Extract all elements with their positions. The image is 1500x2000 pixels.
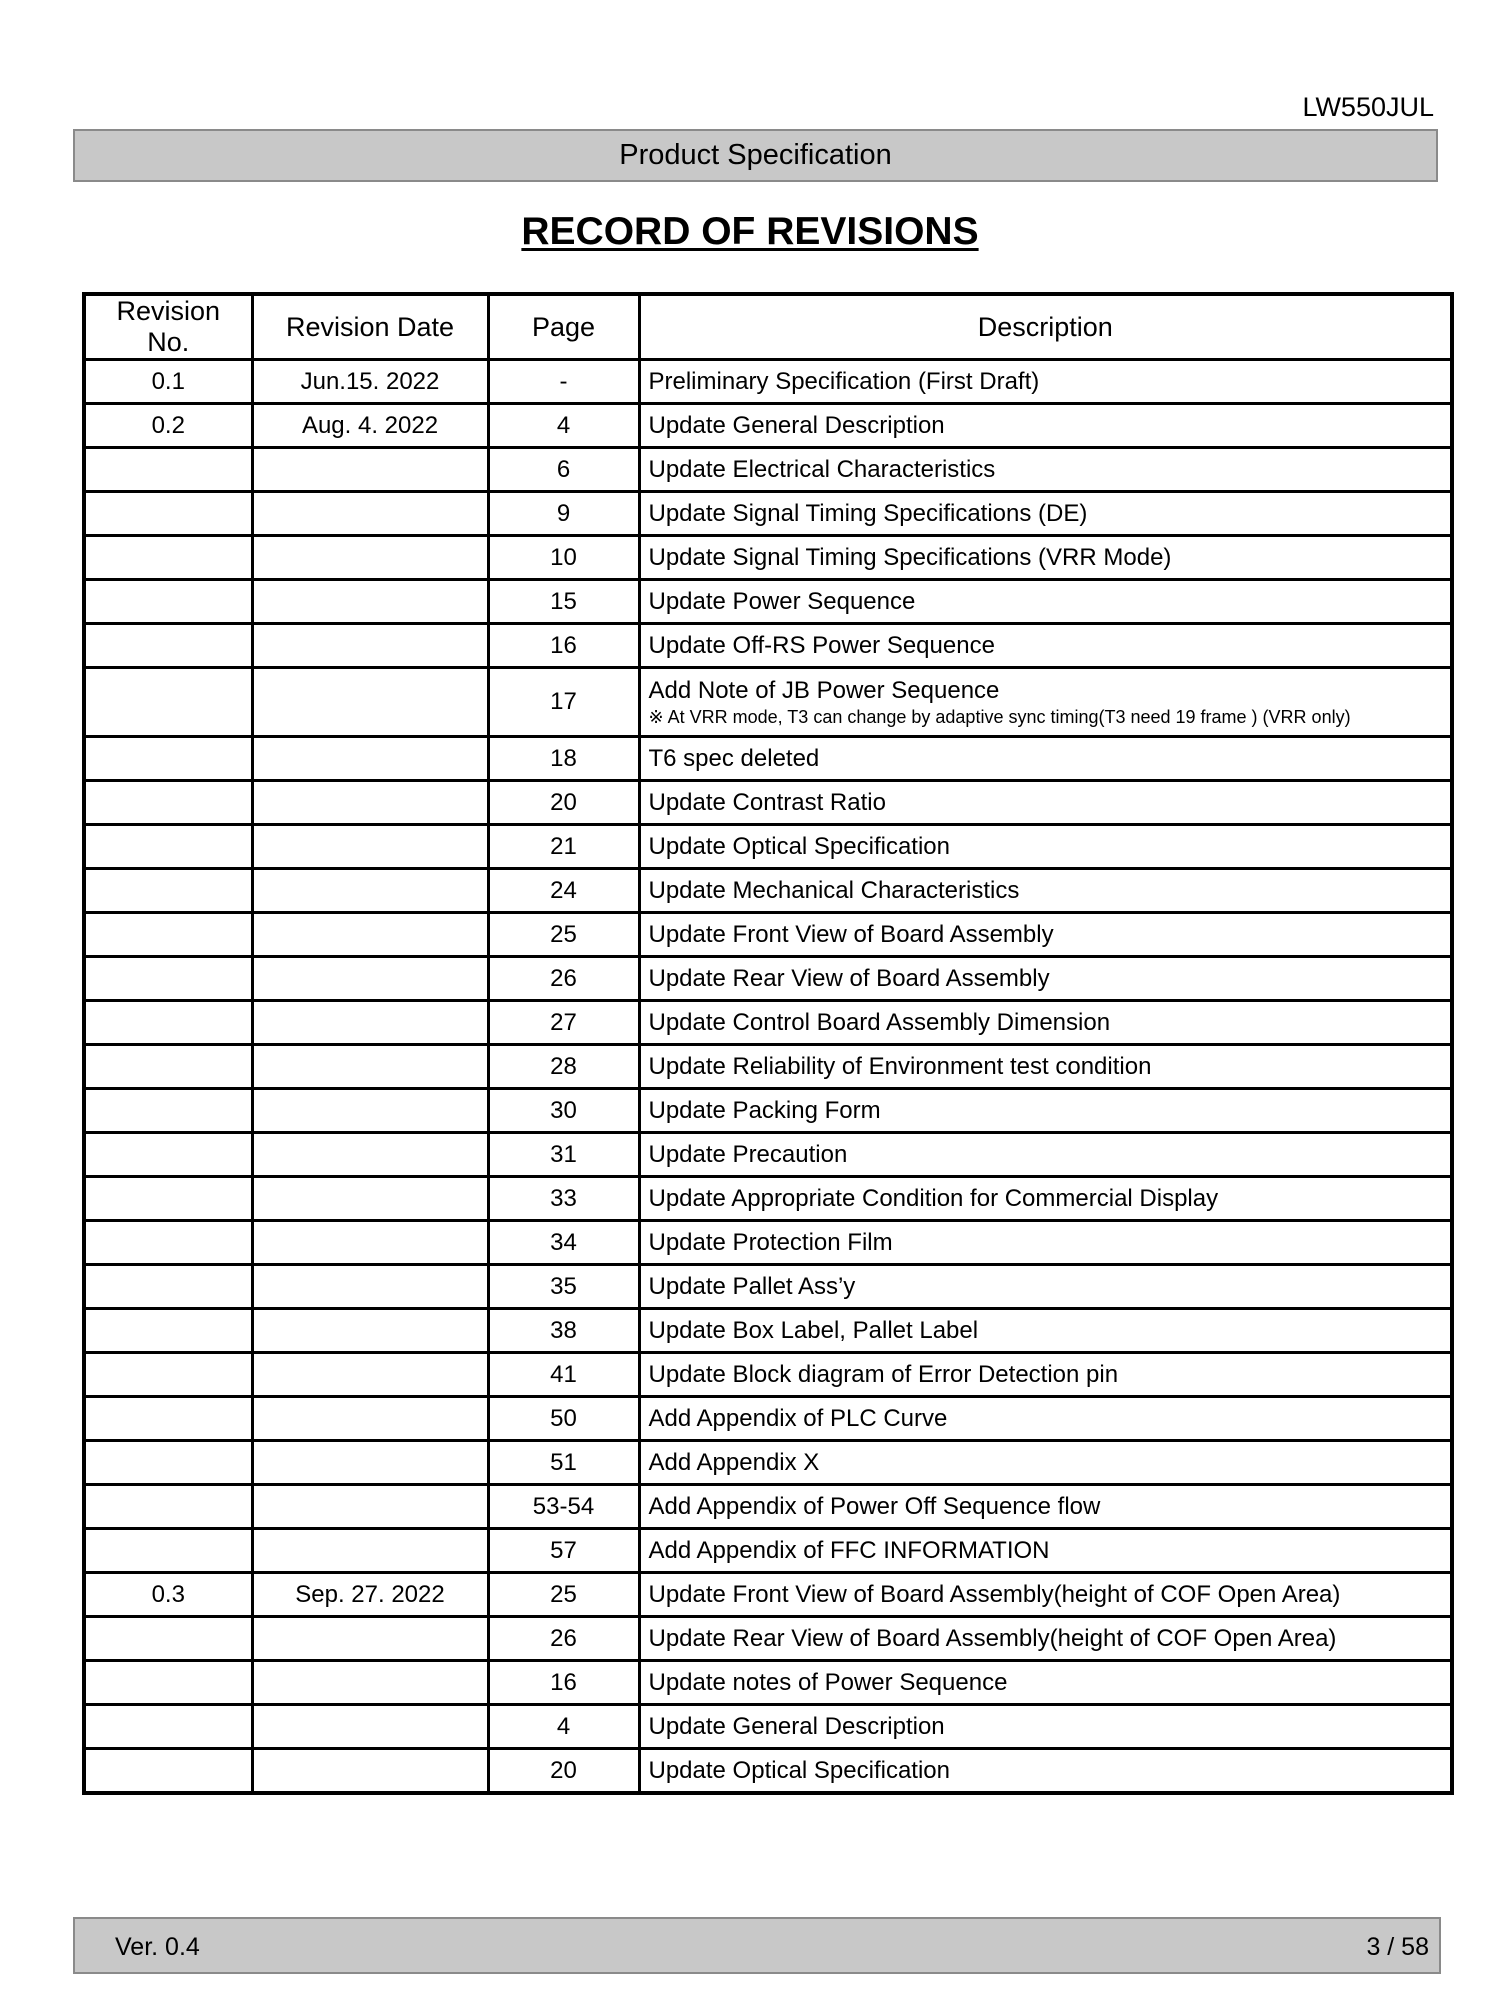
cell-description: Update Signal Timing Specifications (DE) (639, 492, 1452, 536)
cell-page: 27 (488, 1001, 639, 1045)
cell-revision-date (252, 668, 488, 737)
cell-revision-no (84, 492, 252, 536)
table-row (84, 580, 1452, 624)
cell-revision-no (84, 448, 252, 492)
cell-revision-date (252, 580, 488, 624)
cell-revision-date (252, 1089, 488, 1133)
column-header-description: Description (639, 294, 1452, 360)
cell-revision-date (252, 957, 488, 1001)
table-row (84, 536, 1452, 580)
cell-revision-date (252, 1661, 488, 1705)
cell-description: Update Box Label, Pallet Label (639, 1309, 1452, 1353)
cell-description: Update notes of Power Sequence (639, 1661, 1452, 1705)
cell-revision-date (252, 1441, 488, 1485)
cell-revision-no: 0.2 (84, 404, 252, 448)
cell-revision-date (252, 869, 488, 913)
cell-revision-date (252, 1485, 488, 1529)
description-note: ※ At VRR mode, T3 can change by adaptive sync timing(T3 need 19 frame ) (VRR only) (648, 706, 1351, 727)
cell-page: 31 (488, 1133, 639, 1177)
footer-page-number: 3 / 58 (1366, 1933, 1429, 1961)
page-title (0, 210, 1500, 254)
table-row (84, 781, 1452, 825)
cell-description: Update Mechanical Characteristics (639, 869, 1452, 913)
column-header-revision-date: Revision Date (252, 294, 488, 360)
table-row (84, 957, 1452, 1001)
cell-revision-date: Sep. 27. 2022 (252, 1573, 488, 1617)
table-row (84, 448, 1452, 492)
cell-description: Update Optical Specification (639, 1749, 1452, 1794)
revision-table-body (84, 360, 1452, 1794)
cell-page: 24 (488, 869, 639, 913)
cell-revision-no (84, 1133, 252, 1177)
page-title-text: RECORD OF REVISIONS (521, 210, 979, 253)
cell-page: 35 (488, 1265, 639, 1309)
footer-bar (73, 1917, 1441, 1974)
revision-table (82, 292, 1454, 1795)
cell-page: 28 (488, 1045, 639, 1089)
cell-description: Update Precaution (639, 1133, 1452, 1177)
document-id: LW550JUL (1302, 92, 1434, 122)
table-row (84, 869, 1452, 913)
cell-page: 41 (488, 1353, 639, 1397)
cell-revision-no (84, 536, 252, 580)
cell-revision-no (84, 580, 252, 624)
table-row (84, 404, 1452, 448)
cell-description: Update Block diagram of Error Detection pin (639, 1353, 1452, 1397)
table-row (84, 668, 1452, 737)
cell-revision-date (252, 1749, 488, 1794)
cell-page: 34 (488, 1221, 639, 1265)
cell-revision-no (84, 1089, 252, 1133)
cell-description: Update Packing Form (639, 1089, 1452, 1133)
table-row (84, 1265, 1452, 1309)
table-row (84, 1089, 1452, 1133)
cell-page: 16 (488, 1661, 639, 1705)
cell-revision-no (84, 737, 252, 781)
cell-description: Add Appendix of Power Off Sequence flow (639, 1485, 1452, 1529)
cell-revision-date (252, 1001, 488, 1045)
cell-page: 20 (488, 781, 639, 825)
cell-revision-date (252, 1177, 488, 1221)
cell-description: Update Appropriate Condition for Commercial Display (639, 1177, 1452, 1221)
table-row (84, 1529, 1452, 1573)
table-row (84, 1133, 1452, 1177)
cell-revision-no (84, 1045, 252, 1089)
cell-description: Update Rear View of Board Assembly (639, 957, 1452, 1001)
cell-page: 15 (488, 580, 639, 624)
cell-page: 57 (488, 1529, 639, 1573)
cell-page: 6 (488, 448, 639, 492)
table-row (84, 1397, 1452, 1441)
cell-revision-date (252, 1221, 488, 1265)
cell-description: Update General Description (639, 1705, 1452, 1749)
table-row (84, 1221, 1452, 1265)
cell-description (639, 668, 1452, 737)
cell-revision-date (252, 1309, 488, 1353)
cell-revision-no (84, 1749, 252, 1794)
table-row (84, 913, 1452, 957)
cell-page: 30 (488, 1089, 639, 1133)
table-row (84, 737, 1452, 781)
cell-description: Update Front View of Board Assembly(height of COF Open Area) (639, 1573, 1452, 1617)
table-row (84, 1485, 1452, 1529)
cell-revision-no (84, 1441, 252, 1485)
cell-revision-no (84, 913, 252, 957)
table-row (84, 624, 1452, 668)
description-text: Add Note of JB Power Sequence (648, 676, 1000, 704)
cell-revision-no (84, 1661, 252, 1705)
cell-revision-date (252, 1705, 488, 1749)
cell-revision-date (252, 624, 488, 668)
cell-page: 26 (488, 957, 639, 1001)
cell-description: Update Signal Timing Specifications (VRR Mode) (639, 536, 1452, 580)
cell-description: Update Optical Specification (639, 825, 1452, 869)
cell-revision-date (252, 536, 488, 580)
cell-page: 18 (488, 737, 639, 781)
cell-description: Preliminary Specification (First Draft) (639, 360, 1452, 404)
cell-revision-date (252, 825, 488, 869)
cell-page: 26 (488, 1617, 639, 1661)
cell-revision-no: 0.1 (84, 360, 252, 404)
cell-revision-no (84, 781, 252, 825)
cell-revision-date: Aug. 4. 2022 (252, 404, 488, 448)
cell-revision-no (84, 1177, 252, 1221)
cell-page: 10 (488, 536, 639, 580)
column-header-revision-no: Revision No. (84, 294, 252, 360)
cell-page: 4 (488, 1705, 639, 1749)
cell-description: T6 spec deleted (639, 737, 1452, 781)
cell-page: 25 (488, 1573, 639, 1617)
column-header-page: Page (488, 294, 639, 360)
cell-description: Update Reliability of Environment test condition (639, 1045, 1452, 1089)
table-row (84, 1177, 1452, 1221)
cell-page: 38 (488, 1309, 639, 1353)
cell-page: 16 (488, 624, 639, 668)
table-row (84, 1749, 1452, 1794)
table-row (84, 1661, 1452, 1705)
cell-revision-no (84, 1353, 252, 1397)
cell-revision-date (252, 1353, 488, 1397)
header-title: Product Specification (619, 139, 892, 171)
cell-page: 21 (488, 825, 639, 869)
cell-revision-date (252, 1045, 488, 1089)
cell-description: Update Off-RS Power Sequence (639, 624, 1452, 668)
cell-description: Update Protection Film (639, 1221, 1452, 1265)
cell-description: Add Appendix X (639, 1441, 1452, 1485)
cell-description: Add Appendix of PLC Curve (639, 1397, 1452, 1441)
table-row (84, 1573, 1452, 1617)
table-header-row (84, 294, 1452, 360)
cell-revision-no (84, 668, 252, 737)
cell-revision-date (252, 1265, 488, 1309)
cell-revision-date (252, 492, 488, 536)
cell-revision-no: 0.3 (84, 1573, 252, 1617)
cell-revision-date: Jun.15. 2022 (252, 360, 488, 404)
table-row (84, 492, 1452, 536)
cell-page: 20 (488, 1749, 639, 1794)
cell-revision-no (84, 1221, 252, 1265)
cell-page: 51 (488, 1441, 639, 1485)
cell-description: Update Electrical Characteristics (639, 448, 1452, 492)
table-row (84, 1001, 1452, 1045)
cell-revision-date (252, 913, 488, 957)
header-bar (73, 129, 1438, 182)
cell-page: 4 (488, 404, 639, 448)
table-row (84, 1441, 1452, 1485)
cell-revision-date (252, 1397, 488, 1441)
table-row (84, 1309, 1452, 1353)
cell-revision-no (84, 1529, 252, 1573)
table-row (84, 1617, 1452, 1661)
cell-description: Update Pallet Ass’y (639, 1265, 1452, 1309)
cell-page: 33 (488, 1177, 639, 1221)
cell-revision-no (84, 1705, 252, 1749)
cell-page: 9 (488, 492, 639, 536)
cell-revision-no (84, 624, 252, 668)
cell-revision-date (252, 1617, 488, 1661)
table-row (84, 1353, 1452, 1397)
cell-revision-no (84, 1397, 252, 1441)
table-row (84, 825, 1452, 869)
cell-description: Update General Description (639, 404, 1452, 448)
table-row (84, 360, 1452, 404)
cell-description: Update Contrast Ratio (639, 781, 1452, 825)
cell-revision-no (84, 1617, 252, 1661)
cell-page: 25 (488, 913, 639, 957)
cell-description: Update Control Board Assembly Dimension (639, 1001, 1452, 1045)
cell-description: Add Appendix of FFC INFORMATION (639, 1529, 1452, 1573)
cell-revision-no (84, 1265, 252, 1309)
cell-description: Update Power Sequence (639, 580, 1452, 624)
cell-page: 50 (488, 1397, 639, 1441)
cell-revision-no (84, 957, 252, 1001)
cell-revision-no (84, 1309, 252, 1353)
table-row (84, 1705, 1452, 1749)
cell-revision-date (252, 448, 488, 492)
cell-page: - (488, 360, 639, 404)
cell-description: Update Front View of Board Assembly (639, 913, 1452, 957)
cell-page: 17 (488, 668, 639, 737)
cell-revision-date (252, 1529, 488, 1573)
cell-description: Update Rear View of Board Assembly(height of COF Open Area) (639, 1617, 1452, 1661)
cell-revision-no (84, 825, 252, 869)
cell-page: 53-54 (488, 1485, 639, 1529)
cell-revision-no (84, 1485, 252, 1529)
cell-revision-date (252, 1133, 488, 1177)
footer-version: Ver. 0.4 (115, 1933, 200, 1961)
cell-revision-no (84, 869, 252, 913)
cell-revision-date (252, 737, 488, 781)
cell-revision-no (84, 1001, 252, 1045)
table-row (84, 1045, 1452, 1089)
cell-revision-date (252, 781, 488, 825)
